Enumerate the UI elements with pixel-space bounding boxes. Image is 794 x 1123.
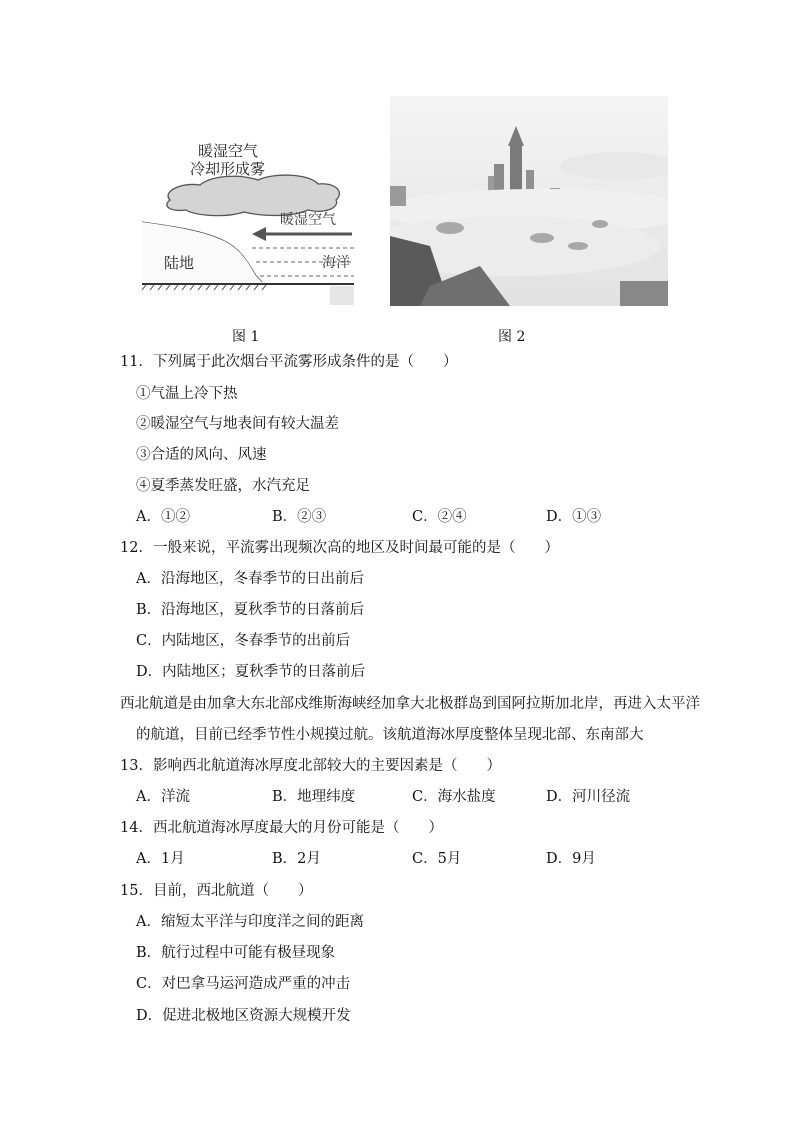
- figure-2-city-fog-photo: [390, 96, 668, 306]
- cloud-label-line2: 冷却形成雾: [190, 160, 266, 178]
- figure-2-caption: 图 2: [498, 329, 526, 345]
- warm-air-arrow-label: 暖湿空气: [280, 212, 336, 228]
- question-12-stem: 12．一般来说，平流雾出现频次高的地区及时间最可能的是（ ）: [120, 540, 559, 556]
- sea-label: 海洋: [322, 255, 350, 271]
- land-area: [142, 222, 262, 282]
- question-13-stem: 13．影响西北航道海冰厚度北部较大的主要因素是（ ）: [120, 758, 501, 774]
- q11-item-4: ④夏季蒸发旺盛，水汽充足: [136, 478, 310, 494]
- question-14-stem: 14．西北航道海冰厚度最大的月份可能是（ ）: [120, 820, 443, 836]
- question-15-stem: 15．目前，西北航道（ ）: [120, 883, 313, 899]
- q13-option-b[interactable]: B．地理纬度: [272, 789, 356, 805]
- question-11-stem: 11．下列属于此次烟台平流雾形成条件的是（ ）: [120, 354, 458, 370]
- sea-shade: [330, 286, 354, 305]
- q14-option-a[interactable]: A．1月: [136, 851, 185, 867]
- q14-option-d[interactable]: D．9月: [546, 851, 596, 867]
- q14-option-c[interactable]: C．5月: [412, 851, 462, 867]
- q12-option-a[interactable]: A．沿海地区，冬春季节的日出前后: [136, 571, 364, 587]
- q15-option-b[interactable]: B．航行过程中可能有极昼现象: [136, 945, 336, 961]
- q13-option-c[interactable]: C．海水盐度: [412, 789, 496, 805]
- fog-cloud-shape: [167, 175, 340, 216]
- q13-option-d[interactable]: D．河川径流: [546, 789, 631, 805]
- figure-1-advection-fog-diagram: [140, 130, 356, 305]
- passage-line-2: 的航道，目前已经季节性小规摸过航。该航道海冰厚度整体呈现北部、东南部大: [136, 727, 644, 743]
- q14-option-b[interactable]: B．2月: [272, 851, 321, 867]
- cloud-label-line1: 暖湿空气: [198, 142, 259, 160]
- q11-item-3: ③合适的风向、风速: [136, 447, 267, 463]
- q13-option-a[interactable]: A．洋流: [136, 789, 190, 805]
- ground-hatching: [142, 285, 266, 290]
- passage-line-1: 西北航道是由加拿大东北部戍维斯海峡经加拿大北极群岛到国阿拉斯加北岸，再进入太平洋: [120, 696, 700, 712]
- land-label: 陆地: [164, 254, 195, 272]
- warm-air-arrow-head: [252, 227, 266, 241]
- q15-option-d[interactable]: D．促进北极地区资源大规模开发: [136, 1008, 351, 1024]
- q11-option-d[interactable]: D．①③: [546, 509, 602, 525]
- q11-option-c[interactable]: C．②④: [412, 509, 467, 525]
- q11-item-1: ①气温上冷下热: [136, 386, 238, 402]
- q11-option-b[interactable]: B．②③: [272, 509, 327, 525]
- q15-option-a[interactable]: A．缩短太平洋与印度洋之间的距离: [136, 914, 364, 930]
- q15-option-c[interactable]: C．对巴拿马运河造成严重的冲击: [136, 976, 351, 992]
- q11-option-a[interactable]: A．①②: [136, 509, 190, 525]
- foreground-right: [620, 281, 668, 306]
- q12-option-b[interactable]: B．沿海地区，夏秋季节的日落前后: [136, 602, 365, 618]
- figure-1-caption: 图 1: [232, 329, 260, 345]
- q12-option-d[interactable]: D．内陆地区；夏秋季节的日落前后: [136, 664, 366, 680]
- left-edge-shadow: [390, 186, 406, 206]
- q11-item-2: ②暖湿空气与地表间有较大温差: [136, 416, 339, 432]
- q12-option-c[interactable]: C．内陆地区，冬春季节的出前后: [136, 633, 351, 649]
